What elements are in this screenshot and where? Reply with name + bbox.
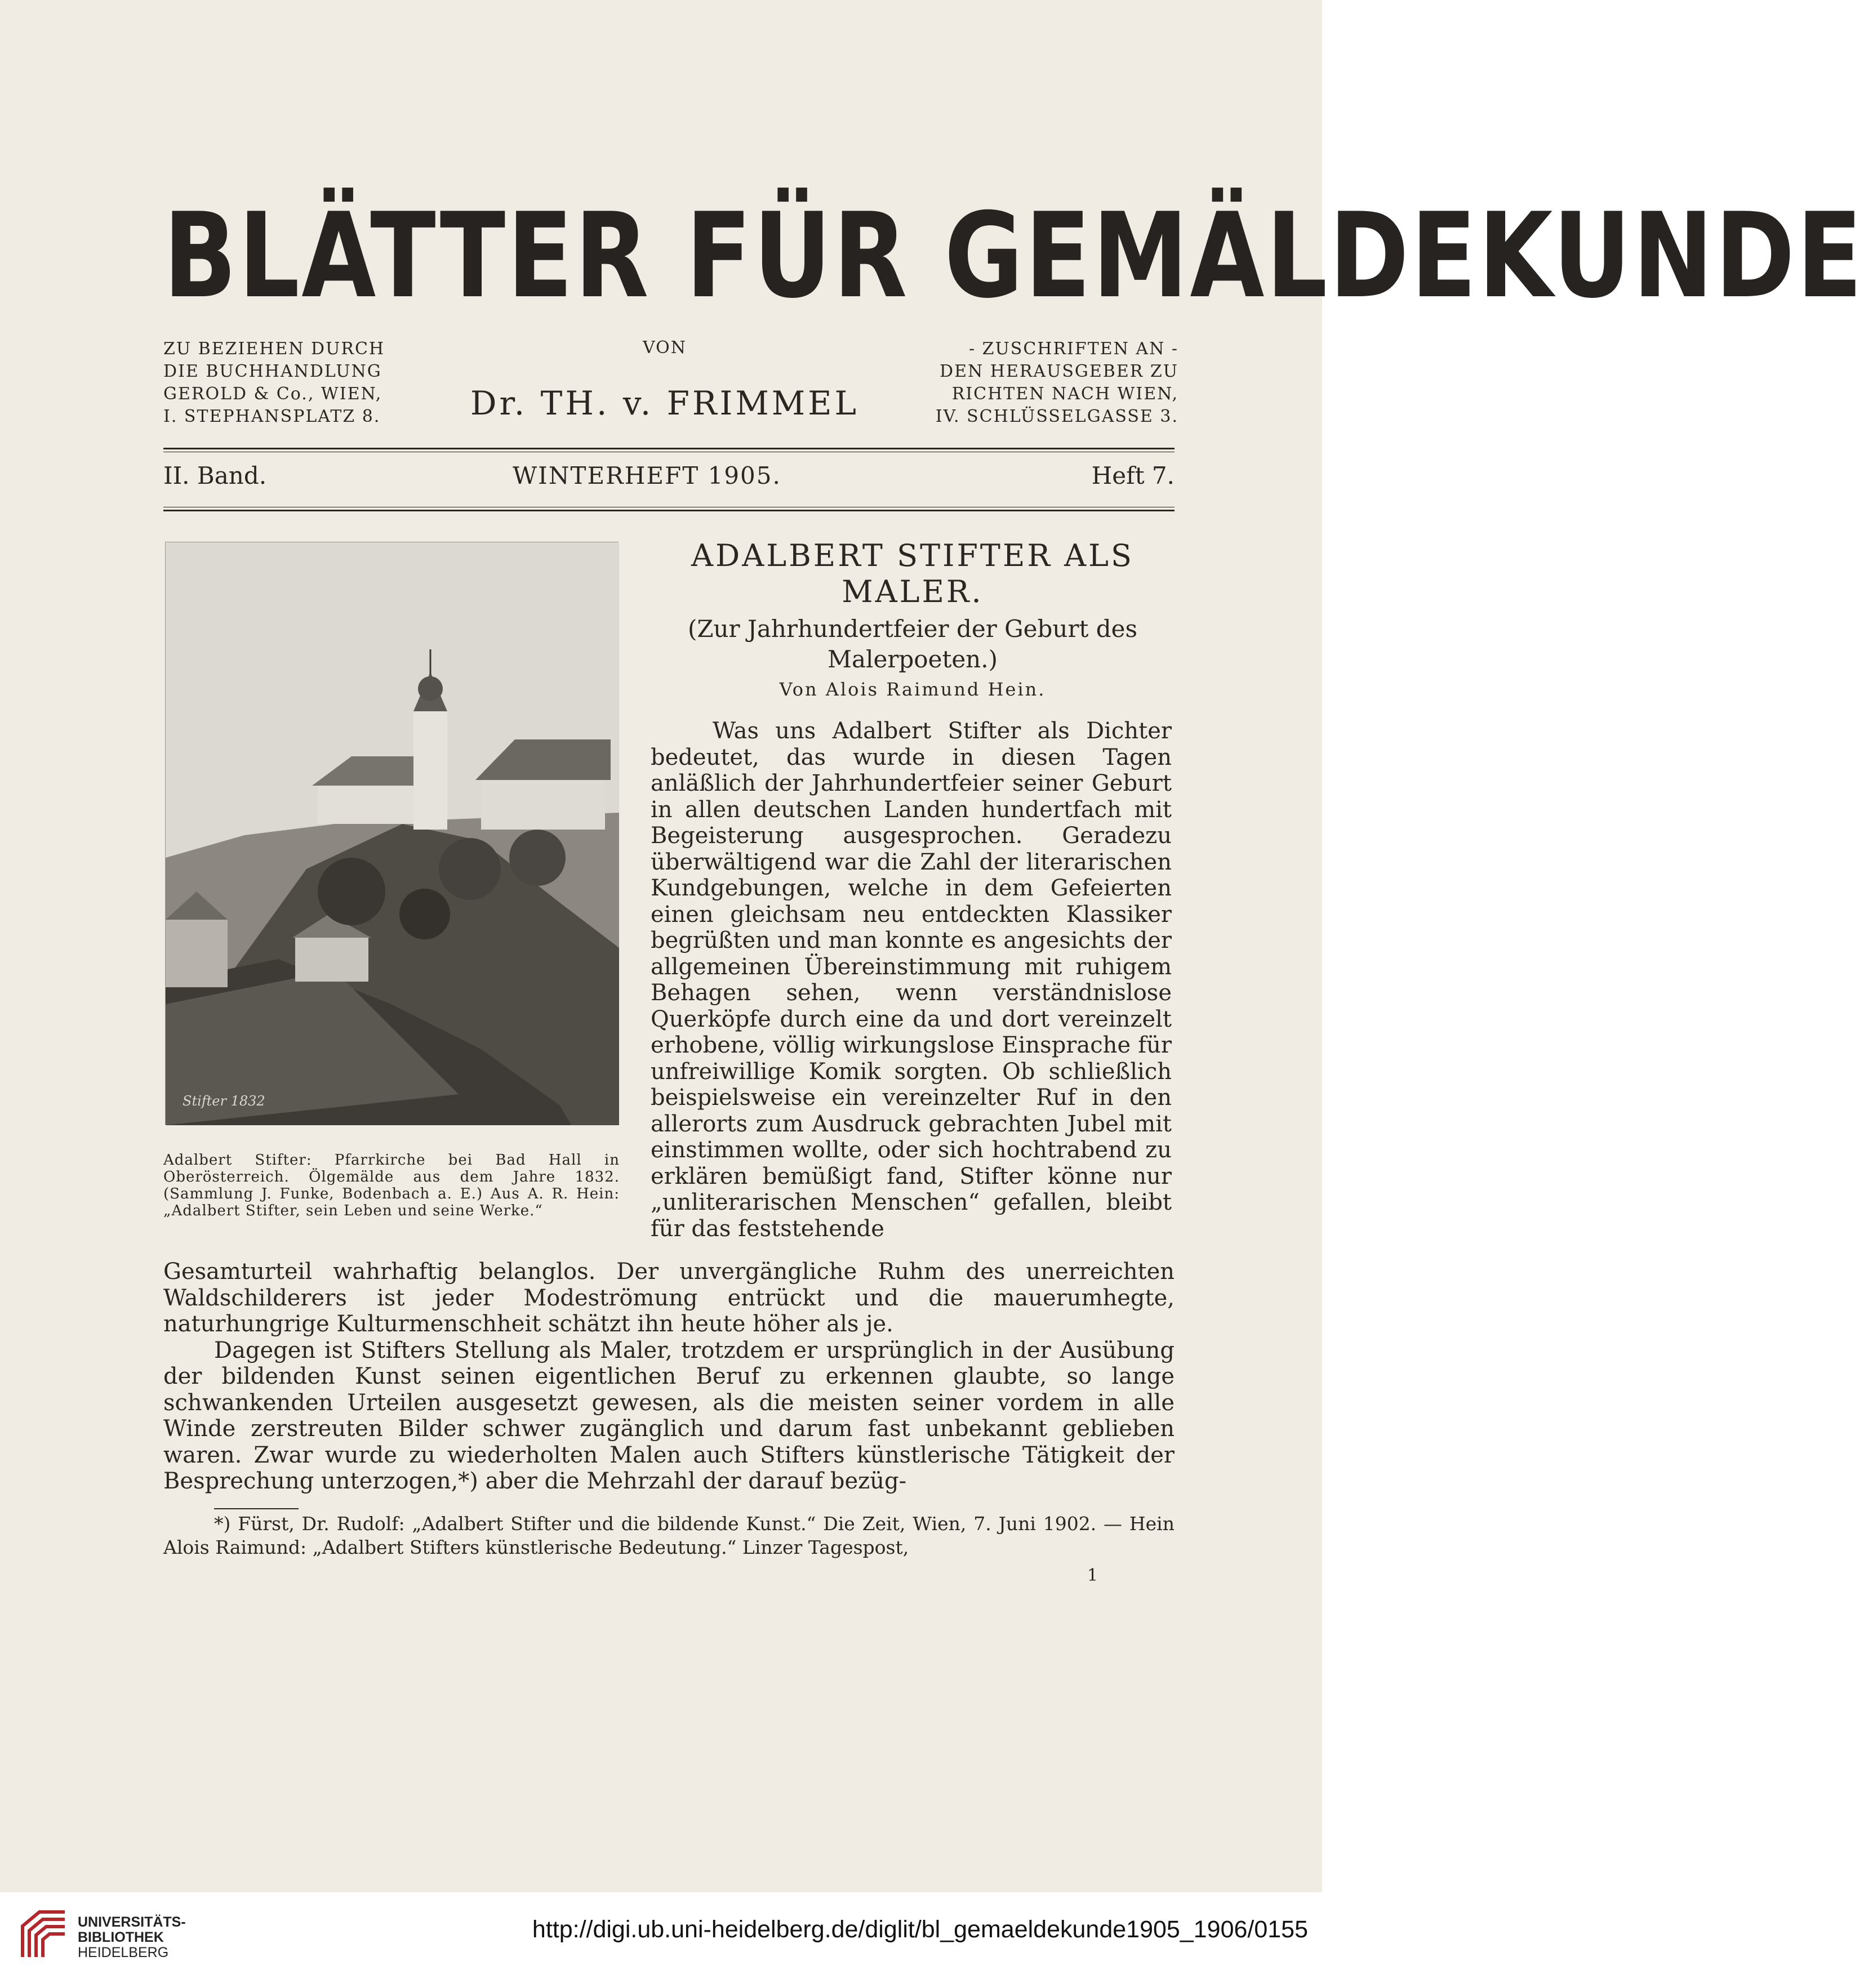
article-paragraph-column: Was uns Adalbert Stifter als Dichter bedeutet, das wurde in diesen Tagen anläßlich der Jahrhundertfeier seiner Geburt in allen deutschen Landen hundertfach mit Begeisterung ausgesprochen. Geradezu überwältigend war die Zahl der literarischen Kundgebungen, welche in dem Gefeierten einen gleichsam neu entdeckten Klassiker begrüßten und man konnte es angesichts der allgemeinen Übereinstimmung mit ruhigem Behagen sehen, wenn verständnislose Querköpfe durch eine da und dort vereinzelt erhobene, völlig wirkungslose Einsprache für unfreiwillige Komik sorgten. Ob schließlich beispielsweise ein vereinzelter Ruf in den allerorts zum Ausdruck gebrachten Jubel mit einstimmen wollte, oder sich hochtrabend zu erklären bemüßigt fand, Stifter könne nur „unliterarischen Menschen“ gefallen, bleibt für das feststehende: [651, 718, 1172, 1242]
issue-rule: [163, 510, 1175, 511]
church-on-hill-illustration: [166, 542, 619, 1125]
issue-info-row: [163, 462, 1175, 496]
figure-caption: Adalbert Stifter: Pfarrkirche bei Bad Hall in Oberösterreich. Ölgemälde aus dem Jahre 1832. (Sammlung J. Funke, Bodenbach a. E.) Aus A. R. Hein: „Adalbert Stifter, sein Leben und seine Werke.“: [163, 1152, 620, 1219]
painting-image: [165, 542, 619, 1125]
editor-von: VON: [643, 338, 687, 358]
painting-signature: Stifter 1832: [183, 1093, 265, 1109]
volume-label: II. Band.: [163, 462, 267, 489]
digitization-footer: [0, 1892, 1322, 1988]
paragraph-2: Dagegen ist Stifters Stellung als Maler, trotzdem er ursprünglich in der Ausübung der bildenden Kunst seinen eigentlichen Beruf zu erkennen glaubte, so lange schwankenden Urteilen ausgesetzt gewesen, als die meisten seiner vordem in alle Winde zerstreuten Bilder schwer zugänglich und darum fast unbekannt geblieben waren. Zwar wurde zu wiederholten Malen auch Stifters künstlerische Tätigkeit der Besprechung unterzogen,*) aber die Mehrzahl der darauf bezüg-: [163, 1337, 1175, 1494]
issue-number: Heft 7.: [1091, 462, 1175, 489]
source-url-link[interactable]: http://digi.ub.uni-heidelberg.de/diglit/bl_gemaeldekunde1905_1906/0155: [532, 1916, 1308, 1943]
footnote: *) Fürst, Dr. Rudolf: „Adalbert Stifter und die bildende Kunst.“ Die Zeit, Wien, 7. Juni 1902. — Hein Alois Raimund: „Adalbert Stifters künstlerische Bedeutung.“ Linzer Tagespost,: [163, 1513, 1175, 1558]
editor-name: Dr. TH. v. FRIMMEL: [470, 384, 860, 422]
library-name: UNIVERSITÄTS- BIBLIOTHEK HEIDELBERG: [78, 1914, 186, 1960]
distribution-info: ZU BEZIEHEN DURCH DIE BUCHHANDLUNG GEROLD & Co., WIEN, I. STEPHANSPLATZ 8.: [163, 339, 385, 426]
article-body-full-width: [163, 1259, 1175, 1495]
season-label: WINTERHEFT 1905.: [513, 462, 781, 489]
page-number: 1: [1087, 1566, 1098, 1585]
ub-heidelberg-logo-icon: [17, 1904, 70, 1965]
footnote-rule: [214, 1508, 299, 1509]
article-subtitle: (Zur Jahrhundertfeier der Geburt des Malerpoeten.): [687, 615, 1138, 673]
article-title: ADALBERT STIFTER ALS MALER.: [691, 538, 1135, 609]
paragraph-continuation: Gesamturteil wahrhaftig belanglos. Der unvergängliche Ruhm des unerreichten Waldschilderers ist jeder Modeströmung entrückt und die mauerumhegte, naturhungrige Kulturmenschheit schätzt ihn heute höher als je.: [163, 1259, 1175, 1337]
header-rule: [163, 448, 1175, 449]
correspondence-info: - ZUSCHRIFTEN AN - DEN HERAUSGEBER ZU RICHTEN NACH WIEN, IV. SCHLÜSSELGASSE 3.: [935, 339, 1178, 426]
article-byline: Von Alois Raimund Hein.: [779, 679, 1046, 700]
masthead-title: BLÄTTER FÜR GEMÄLDEKUNDE: [163, 188, 1864, 324]
